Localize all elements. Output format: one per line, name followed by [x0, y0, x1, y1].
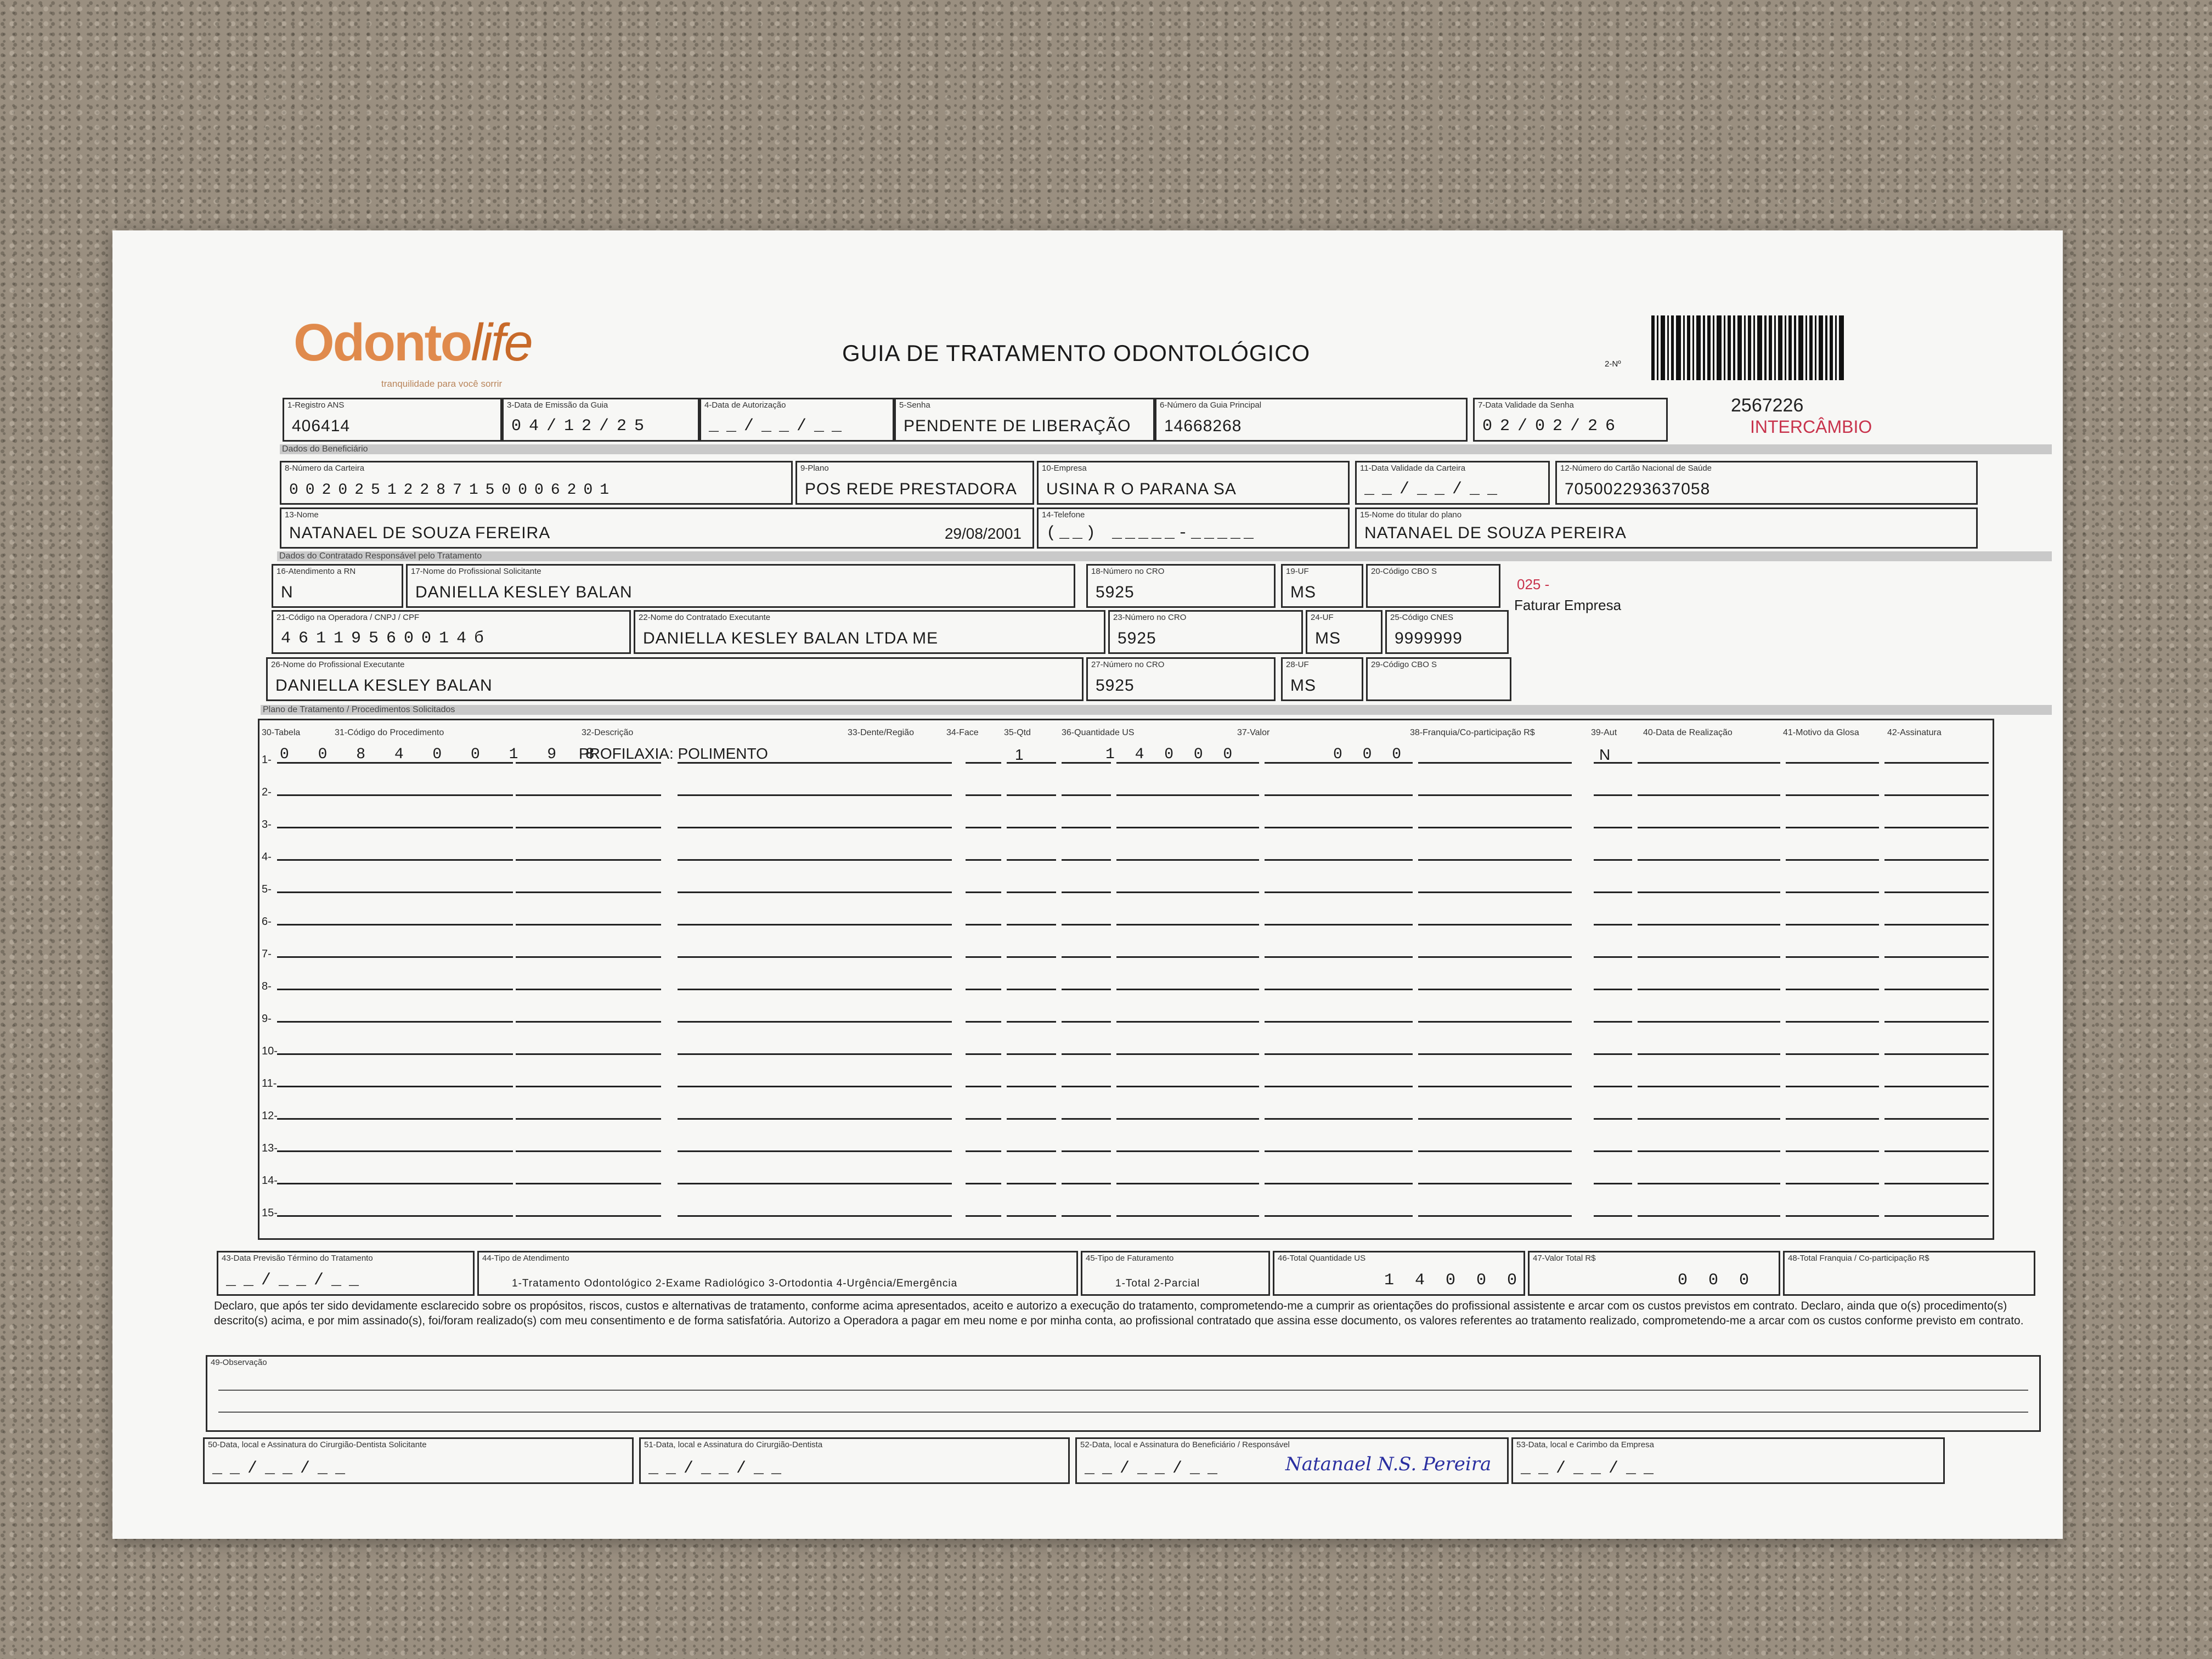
procedure-cell[interactable]	[1062, 784, 1111, 796]
field-total-quantidade-us[interactable]: 46-Total Quantidade US 1 4 0 0 0	[1273, 1251, 1525, 1296]
procedure-cell[interactable]	[966, 1172, 1001, 1184]
procedure-cell[interactable]	[1007, 913, 1056, 926]
procedure-cell[interactable]	[1884, 881, 1989, 893]
procedure-cell[interactable]	[1418, 816, 1572, 828]
procedure-cell[interactable]	[277, 946, 513, 958]
procedure-cell[interactable]	[678, 1075, 952, 1087]
field-guia-principal[interactable]: 6-Número da Guia Principal 14668268	[1155, 398, 1468, 442]
col-tabela: 30-Tabela	[262, 728, 301, 737]
procedure-cell[interactable]	[1062, 946, 1111, 958]
procedure-cell[interactable]	[966, 1011, 1001, 1023]
col-valor: 37-Valor	[1237, 728, 1270, 737]
field-data-autorizacao[interactable]: 4-Data de Autorização __/__/__	[699, 398, 894, 442]
field-assinatura-beneficiario[interactable]: 52-Data, local e Assinatura do Beneficiário / Responsável __/__/__ Natanael N.S. Pereira	[1075, 1437, 1509, 1484]
procedure-row-number: 8-	[262, 980, 272, 992]
data-nascimento: 29/08/2001	[944, 525, 1022, 542]
procedure-cell[interactable]	[1594, 1043, 1632, 1055]
procedure-cell[interactable]	[1884, 1075, 1989, 1087]
field-validade-senha[interactable]: 7-Data Validade da Senha 02/02/26	[1473, 398, 1668, 442]
procedure-cell[interactable]	[1116, 881, 1259, 893]
procedure-cell[interactable]	[1884, 1172, 1989, 1184]
procedure-cell[interactable]	[516, 1075, 661, 1087]
procedure-cell[interactable]	[1062, 1140, 1111, 1152]
procedure-cell[interactable]	[516, 816, 661, 828]
col-franquia: 38-Franquia/Co-participação R$	[1410, 728, 1535, 737]
proc1-valor: 0 0 0	[1333, 746, 1407, 763]
field-senha[interactable]: 5-Senha PENDENTE DE LIBERAÇÃO	[894, 398, 1155, 442]
procedure-cell[interactable]	[277, 881, 513, 893]
procedure-cell[interactable]	[1418, 1140, 1572, 1152]
procedure-cell[interactable]	[1116, 816, 1259, 828]
procedure-row-number: 4-	[262, 851, 272, 863]
procedure-cell[interactable]	[1638, 784, 1780, 796]
procedure-cell[interactable]	[1884, 1108, 1989, 1120]
proc1-aut: N	[1599, 746, 1611, 763]
procedure-cell[interactable]	[966, 978, 1001, 990]
procedure-cell[interactable]	[1007, 1108, 1056, 1120]
procedure-cell[interactable]	[277, 978, 513, 990]
field-plano[interactable]: 9-Plano POS REDE PRESTADORA	[795, 461, 1034, 505]
faturamento-code: 025 -	[1517, 576, 1550, 592]
procedure-cell[interactable]	[1786, 1172, 1879, 1184]
procedure-cell[interactable]	[1594, 913, 1632, 926]
procedure-cell[interactable]	[1418, 849, 1572, 861]
procedure-cell[interactable]	[1418, 784, 1572, 796]
procedure-cell[interactable]	[277, 816, 513, 828]
procedure-cell[interactable]	[966, 1205, 1001, 1217]
procedure-cell[interactable]	[1265, 752, 1413, 764]
procedure-cell[interactable]	[1884, 1011, 1989, 1023]
procedure-cell[interactable]	[1265, 1108, 1413, 1120]
procedure-cell[interactable]	[1884, 1140, 1989, 1152]
procedure-cell[interactable]	[277, 1172, 513, 1184]
procedure-cell[interactable]	[966, 1075, 1001, 1087]
procedure-cell[interactable]	[1265, 849, 1413, 861]
procedure-cell[interactable]	[1265, 816, 1413, 828]
beneficiary-signature: Natanael N.S. Pereira	[1285, 1453, 1492, 1475]
procedure-cell[interactable]	[678, 978, 952, 990]
col-data-realizacao: 40-Data de Realização	[1643, 728, 1733, 737]
col-quantidade-us: 36-Quantidade US	[1062, 728, 1135, 737]
procedure-cell[interactable]	[516, 978, 661, 990]
procedure-cell[interactable]	[678, 881, 952, 893]
procedure-cell[interactable]	[1884, 816, 1989, 828]
procedure-cell[interactable]	[516, 1140, 661, 1152]
procedure-cell[interactable]	[1007, 1140, 1056, 1152]
procedure-row-number: 6-	[262, 916, 272, 928]
procedure-cell[interactable]	[1638, 752, 1780, 764]
field-profissional-executante[interactable]: 26-Nome do Profissional Executante DANIELLA KESLEY BALAN	[266, 657, 1084, 701]
procedure-cell[interactable]	[1418, 946, 1572, 958]
procedure-cell[interactable]	[1265, 913, 1413, 926]
procedure-cell[interactable]	[1062, 849, 1111, 861]
procedure-cell[interactable]	[966, 1043, 1001, 1055]
odontolife-logo: Odontolife	[294, 313, 532, 372]
guide-number: 2567226	[1731, 395, 1804, 416]
procedure-cell[interactable]	[516, 913, 661, 926]
procedure-cell[interactable]	[1594, 1172, 1632, 1184]
procedure-cell[interactable]	[1638, 1108, 1780, 1120]
procedure-row-number: 14-	[262, 1175, 278, 1187]
procedure-cell[interactable]	[966, 1108, 1001, 1120]
barcode-icon	[1651, 315, 1846, 380]
procedure-cell[interactable]	[1786, 1108, 1879, 1120]
procedure-cell[interactable]	[1007, 946, 1056, 958]
col-qtd: 35-Qtd	[1004, 728, 1031, 737]
field-titular-plano[interactable]: 15-Nome do titular do plano NATANAEL DE SOUZA PEREIRA	[1355, 507, 1978, 549]
procedure-cell[interactable]	[1418, 1205, 1572, 1217]
procedure-cell[interactable]	[1116, 1043, 1259, 1055]
proc1-code: 0 0 8 4 0 0 1 9 8	[280, 746, 605, 763]
procedure-cell[interactable]	[1418, 978, 1572, 990]
field-numero-carteira[interactable]: 8-Número da Carteira 00202512287150006201	[280, 461, 793, 505]
procedure-cell[interactable]	[1116, 752, 1259, 764]
procedure-cell[interactable]	[1062, 752, 1111, 764]
procedure-row-number: 11-	[262, 1077, 277, 1090]
procedure-cell[interactable]	[1638, 881, 1780, 893]
procedure-cell[interactable]	[678, 1108, 952, 1120]
procedure-cell[interactable]	[1062, 1172, 1111, 1184]
procedure-cell[interactable]	[277, 1140, 513, 1152]
procedure-cell[interactable]	[966, 849, 1001, 861]
logo-tagline: tranquilidade para você sorrir	[381, 379, 503, 389]
procedure-cell[interactable]	[1007, 1011, 1056, 1023]
procedure-row-number: 13-	[262, 1142, 278, 1154]
field-cro-profissional[interactable]: 27-Número no CRO 5925	[1086, 657, 1276, 701]
procedure-cell[interactable]	[516, 946, 661, 958]
procedure-cell[interactable]	[1116, 946, 1259, 958]
procedure-row-number: 3-	[262, 819, 272, 831]
proc1-description: PROFILAXIA: POLIMENTO	[579, 745, 768, 762]
procedure-cell[interactable]	[966, 816, 1001, 828]
field-tipo-faturamento[interactable]: 45-Tipo de Faturamento 1-Total 2-Parcial	[1081, 1251, 1270, 1296]
procedure-cell[interactable]	[1884, 946, 1989, 958]
procedure-cell[interactable]	[1884, 784, 1989, 796]
procedure-cell[interactable]	[1265, 946, 1413, 958]
procedure-cell[interactable]	[1638, 978, 1780, 990]
procedure-cell[interactable]	[966, 913, 1001, 926]
procedure-cell[interactable]	[1007, 881, 1056, 893]
procedure-cell[interactable]	[1638, 913, 1780, 926]
procedure-cell[interactable]	[1265, 1140, 1413, 1152]
procedure-cell[interactable]	[1594, 1075, 1632, 1087]
procedure-cell[interactable]	[678, 816, 952, 828]
procedure-cell[interactable]	[1786, 1011, 1879, 1023]
procedure-cell[interactable]	[1786, 1205, 1879, 1217]
field-tipo-atendimento[interactable]: 44-Tipo de Atendimento 1-Tratamento Odontológico 2-Exame Radiológico 3-Ortodontia 4-Urgência/Emergência	[477, 1251, 1078, 1296]
procedure-cell[interactable]	[1594, 881, 1632, 893]
procedure-cell[interactable]	[1594, 1108, 1632, 1120]
procedure-cell[interactable]	[1007, 1172, 1056, 1184]
procedure-cell[interactable]	[678, 1205, 952, 1217]
procedure-cell[interactable]	[277, 1108, 513, 1120]
faturar-empresa: Faturar Empresa	[1514, 597, 1622, 613]
procedure-cell[interactable]	[1265, 1011, 1413, 1023]
procedure-cell[interactable]	[1265, 1075, 1413, 1087]
procedure-cell[interactable]	[1594, 1140, 1632, 1152]
field-empresa[interactable]: 10-Empresa USINA R O PARANA SA	[1037, 461, 1350, 505]
form-title: GUIA DE TRATAMENTO ODONTOLÓGICO	[842, 340, 1311, 366]
procedure-cell[interactable]	[1594, 946, 1632, 958]
procedure-cell[interactable]	[1786, 946, 1879, 958]
procedure-row-number: 1-	[262, 754, 272, 766]
procedure-cell[interactable]	[516, 1011, 661, 1023]
procedure-cell[interactable]	[1594, 849, 1632, 861]
field-codigo-operadora[interactable]: 21-Código na Operadora / CNPJ / CPF 46119560014б	[272, 610, 631, 654]
procedure-cell[interactable]	[1638, 849, 1780, 861]
field-valor-total[interactable]: 47-Valor Total R$ 0 0 0	[1528, 1251, 1780, 1296]
col-aut: 39-Aut	[1591, 728, 1617, 737]
section-plano-tratamento: Plano de Tratamento / Procedimentos Solicitados	[261, 705, 2052, 715]
procedure-cell[interactable]	[1638, 1075, 1780, 1087]
procedure-cell[interactable]	[516, 784, 661, 796]
procedure-cell[interactable]	[277, 1205, 513, 1217]
section-beneficiario: Dados do Beneficiário	[280, 444, 2052, 454]
field-telefone[interactable]: 14-Telefone (__) _____-_____	[1037, 507, 1350, 549]
procedure-cell[interactable]	[1265, 1172, 1413, 1184]
field-validade-carteira[interactable]: 11-Data Validade da Carteira __/__/__	[1355, 461, 1550, 505]
procedure-cell[interactable]	[1638, 816, 1780, 828]
procedure-cell[interactable]	[678, 784, 952, 796]
procedure-cell[interactable]	[516, 881, 661, 893]
intercambio-stamp: INTERCÂMBIO	[1750, 417, 1872, 437]
procedure-cell[interactable]	[1638, 1205, 1780, 1217]
procedure-cell[interactable]	[1116, 784, 1259, 796]
field-cbos-solicitante[interactable]: 20-Código CBO S	[1366, 564, 1500, 608]
procedure-cell[interactable]	[1116, 1205, 1259, 1217]
procedure-cell[interactable]	[1786, 849, 1879, 861]
section-contratado: Dados do Contratado Responsável pelo Tratamento	[277, 551, 2052, 561]
guide-sheet	[112, 230, 2063, 1539]
procedure-cell[interactable]	[1884, 849, 1989, 861]
procedure-cell[interactable]	[1594, 1011, 1632, 1023]
procedure-cell[interactable]	[277, 1075, 513, 1087]
procedure-row-number: 9-	[262, 1013, 272, 1025]
procedure-cell[interactable]	[1418, 913, 1572, 926]
procedure-cell[interactable]	[1418, 1043, 1572, 1055]
procedure-cell[interactable]	[1884, 1043, 1989, 1055]
procedure-cell[interactable]	[516, 1172, 661, 1184]
procedure-cell[interactable]	[516, 1205, 661, 1217]
procedure-cell[interactable]	[1007, 1205, 1056, 1217]
field-carimbo-empresa[interactable]: 53-Data, local e Carimbo da Empresa __/__/__	[1511, 1437, 1945, 1484]
field-nome[interactable]: 13-Nome NATANAEL DE SOUZA FEREIRA 29/08/2001	[280, 507, 1034, 549]
guide-number-label: 2-Nº	[1605, 359, 1621, 369]
procedure-cell[interactable]	[516, 752, 661, 764]
field-cartao-nacional[interactable]: 12-Número do Cartão Nacional de Saúde 705002293637058	[1555, 461, 1978, 505]
col-assinatura: 42-Assinatura	[1887, 728, 1942, 737]
procedure-cell[interactable]	[678, 1172, 952, 1184]
field-cnes[interactable]: 25-Código CNES 9999999	[1385, 610, 1509, 654]
procedure-cell[interactable]	[966, 881, 1001, 893]
procedure-cell[interactable]	[1418, 1108, 1572, 1120]
procedure-row-number: 15-	[262, 1207, 278, 1219]
field-cro-solicitante[interactable]: 18-Número no CRO 5925	[1086, 564, 1276, 608]
procedure-cell[interactable]	[678, 1043, 952, 1055]
procedure-cell[interactable]	[1786, 752, 1879, 764]
proc1-quantidade-us: 1 4 0 0 0	[1105, 746, 1238, 763]
procedure-cell[interactable]	[1786, 784, 1879, 796]
procedure-cell[interactable]	[1786, 913, 1879, 926]
procedure-cell[interactable]	[277, 752, 513, 764]
procedure-row-number: 12-	[262, 1110, 278, 1122]
field-registro-ans[interactable]: 1-Registro ANS 406414	[283, 398, 502, 442]
procedure-cell[interactable]	[1594, 978, 1632, 990]
procedure-cell[interactable]	[1062, 913, 1111, 926]
procedure-row-number: 7-	[262, 948, 272, 960]
field-uf-profissional[interactable]: 28-UF MS	[1281, 657, 1363, 701]
procedure-cell[interactable]	[1265, 881, 1413, 893]
col-motivo-glosa: 41-Motivo da Glosa	[1783, 728, 1859, 737]
procedure-cell[interactable]	[1786, 1043, 1879, 1055]
procedure-row-number: 2-	[262, 786, 272, 798]
procedure-cell[interactable]	[678, 752, 952, 764]
procedure-cell[interactable]	[1116, 978, 1259, 990]
procedure-cell[interactable]	[1062, 881, 1111, 893]
col-codigo: 31-Código do Procedimento	[335, 728, 444, 737]
procedure-cell[interactable]	[516, 1043, 661, 1055]
procedure-cell[interactable]	[1418, 1172, 1572, 1184]
procedure-cell[interactable]	[1265, 784, 1413, 796]
procedure-cell[interactable]	[1786, 1075, 1879, 1087]
procedure-cell[interactable]	[966, 752, 1001, 764]
procedure-cell[interactable]	[966, 946, 1001, 958]
procedure-cell[interactable]	[1884, 1205, 1989, 1217]
procedure-cell[interactable]	[1007, 1075, 1056, 1087]
procedure-cell[interactable]	[1116, 1140, 1259, 1152]
procedure-cell[interactable]	[1062, 1075, 1111, 1087]
procedure-cell[interactable]	[277, 1043, 513, 1055]
field-cbos-profissional[interactable]: 29-Código CBO S	[1366, 657, 1511, 701]
procedure-cell[interactable]	[277, 913, 513, 926]
procedure-cell[interactable]	[1418, 881, 1572, 893]
procedure-cell[interactable]	[1786, 816, 1879, 828]
procedure-cell[interactable]	[1116, 913, 1259, 926]
procedure-cell[interactable]	[1007, 849, 1056, 861]
procedure-cell[interactable]	[1638, 1172, 1780, 1184]
field-assinatura-dentista[interactable]: 51-Data, local e Assinatura do Cirurgião-Dentista __/__/__	[639, 1437, 1070, 1484]
procedure-cell[interactable]	[1786, 978, 1879, 990]
field-total-franquia[interactable]: 48-Total Franquia / Co-participação R$	[1783, 1251, 2035, 1296]
procedure-cell[interactable]	[1594, 1205, 1632, 1217]
procedure-cell[interactable]	[1062, 1108, 1111, 1120]
field-uf-executante[interactable]: 24-UF MS	[1306, 610, 1383, 654]
procedure-cell[interactable]	[1007, 752, 1056, 764]
col-face: 34-Face	[946, 728, 979, 737]
procedure-cell[interactable]	[678, 946, 952, 958]
procedure-cell[interactable]	[678, 1011, 952, 1023]
procedure-cell[interactable]	[1116, 1172, 1259, 1184]
procedure-cell[interactable]	[1884, 752, 1989, 764]
procedure-cell[interactable]	[1007, 978, 1056, 990]
field-cro-executante[interactable]: 23-Número no CRO 5925	[1108, 610, 1303, 654]
procedure-cell[interactable]	[277, 1011, 513, 1023]
procedure-cell[interactable]	[678, 1140, 952, 1152]
procedure-cell[interactable]	[1116, 1108, 1259, 1120]
col-dente: 33-Dente/Região	[848, 728, 914, 737]
declaration-text: Declaro, que após ter sido devidamente esclarecido sobre os propósitos, riscos, custos e alternativas de tratamento, conforme acima apresentados, aceito e autorizo a execução do tratamento, comprometendo-me a cumprir as orientações do profissional assistente e arcar com os custos previstos em contrato. Declaro, ainda que o(s) procedimento(s) descrito(s) acima, e por mim assinado(s), foi/foram realizado(s) com meu consentimento e de forma satisfatória. Autorizo a Operadora a pagar em meu nome e por minha conta, ao profissional contratado que assina esse documento, os valores referentes ao tratamento realizado, comprometendo-me a arcar com os custos conforme previsto em contrato.	[214, 1300, 2024, 1327]
field-contratado-executante[interactable]: 22-Nome do Contratado Executante DANIELLA KESLEY BALAN LTDA ME	[634, 610, 1105, 654]
field-observacao[interactable]: 49-Observação	[206, 1355, 2041, 1432]
procedure-cell[interactable]	[1265, 978, 1413, 990]
procedure-cell[interactable]	[1116, 849, 1259, 861]
procedure-cell[interactable]	[678, 849, 952, 861]
field-assinatura-solicitante[interactable]: 50-Data, local e Assinatura do Cirurgião-Dentista Solicitante __/__/__	[203, 1437, 634, 1484]
procedure-cell[interactable]	[516, 1108, 661, 1120]
procedure-cell[interactable]	[1265, 1205, 1413, 1217]
procedure-cell[interactable]	[1638, 1140, 1780, 1152]
procedure-row-number: 10-	[262, 1045, 278, 1057]
field-data-emissao[interactable]: 3-Data de Emissão da Guia 04/12/25	[502, 398, 699, 442]
procedure-cell[interactable]	[1638, 946, 1780, 958]
procedure-cell[interactable]	[1418, 752, 1572, 764]
procedure-cell[interactable]	[1116, 1011, 1259, 1023]
procedure-cell[interactable]	[1062, 816, 1111, 828]
field-atendimento-rn[interactable]: 16-Atendimento a RN N	[272, 564, 403, 608]
procedure-cell[interactable]	[1884, 978, 1989, 990]
procedure-row-number: 5-	[262, 883, 272, 895]
field-data-previsao[interactable]: 43-Data Previsão Término do Tratamento __/__/__	[217, 1251, 475, 1296]
procedure-cell[interactable]	[1786, 1140, 1879, 1152]
procedure-cell[interactable]	[1594, 816, 1632, 828]
procedure-cell[interactable]	[1594, 784, 1632, 796]
procedure-cell[interactable]	[277, 849, 513, 861]
procedure-cell[interactable]	[1007, 816, 1056, 828]
procedure-cell[interactable]	[966, 784, 1001, 796]
procedure-cell[interactable]	[1638, 1043, 1780, 1055]
procedure-cell[interactable]	[1418, 1075, 1572, 1087]
procedure-cell[interactable]	[1638, 1011, 1780, 1023]
procedure-cell[interactable]	[1116, 1075, 1259, 1087]
procedure-cell[interactable]	[1418, 1011, 1572, 1023]
procedure-cell[interactable]	[1884, 913, 1989, 926]
procedure-cell[interactable]	[1007, 784, 1056, 796]
field-profissional-solicitante[interactable]: 17-Nome do Profissional Solicitante DANIELLA KESLEY BALAN	[406, 564, 1075, 608]
procedure-cell[interactable]	[1594, 752, 1632, 764]
procedure-cell[interactable]	[1062, 1043, 1111, 1055]
procedure-cell[interactable]	[1062, 978, 1111, 990]
procedure-cell[interactable]	[1786, 881, 1879, 893]
procedure-cell[interactable]	[516, 849, 661, 861]
procedure-cell[interactable]	[1265, 1043, 1413, 1055]
col-descricao: 32-Descrição	[582, 728, 634, 737]
procedure-cell[interactable]	[1062, 1011, 1111, 1023]
procedure-cell[interactable]	[678, 913, 952, 926]
procedure-cell[interactable]	[277, 784, 513, 796]
procedure-cell[interactable]	[1007, 1043, 1056, 1055]
field-uf-solicitante[interactable]: 19-UF MS	[1281, 564, 1363, 608]
proc1-qtd: 1	[1015, 746, 1024, 763]
procedure-cell[interactable]	[966, 1140, 1001, 1152]
procedure-cell[interactable]	[1062, 1205, 1111, 1217]
